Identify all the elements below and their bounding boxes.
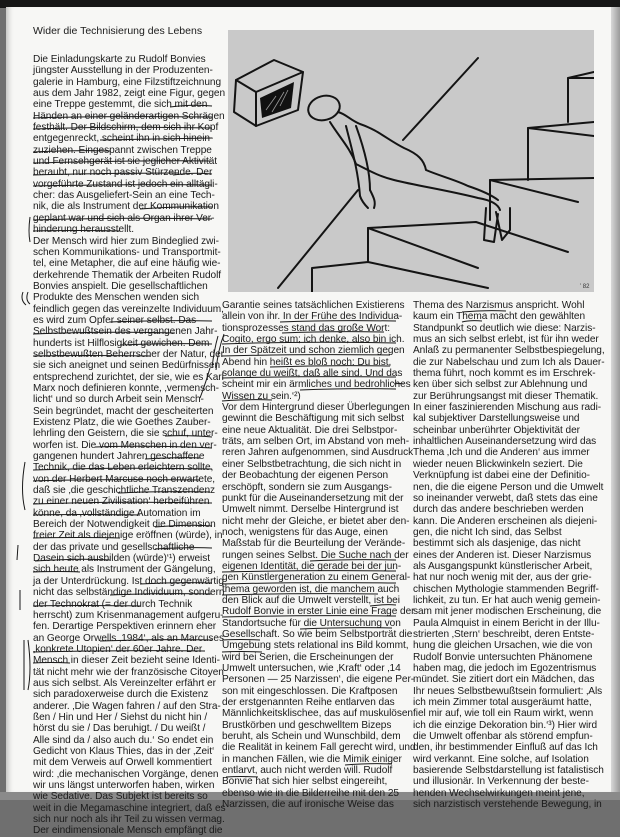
text-line: Marx noch definieren konnte, ‚vermensch-: [33, 382, 219, 394]
text-line: lehrling den Geistern, die sie schuf, unter-: [33, 428, 218, 440]
text-line: sich heute als Instrument der Gängelung,: [33, 564, 216, 576]
text-line: Wissen zu sein.‘²): [222, 390, 301, 402]
text-line: fiel mir auf, wie toll ein Raum wirkt, wenn: [413, 708, 594, 720]
text-line: Männlichkeitsklischee, das auf muskulösen: [222, 708, 413, 720]
text-line: jüngster Ausstellung in der Produzenten-: [33, 65, 213, 77]
text-line: an George Orwells ‚1984‘, als an Marcuses: [33, 632, 224, 644]
text-line: Umwelt untersuchen, wie ‚Kraft‘ oder ‚14: [222, 663, 401, 674]
text-line: es wird zum Opfer seiner selbst. Das: [33, 314, 197, 326]
text-line: thema geworden ist, die manchem auch: [222, 583, 400, 595]
text-line: einer Selbstbetrachtung, die sich nicht in: [222, 458, 402, 470]
text-column-3: [413, 300, 605, 811]
illustration-figure-stairs: [228, 30, 594, 292]
text-line: mündet. Sie zitiert dort ein Mädchen, das: [413, 674, 595, 686]
text-line: inhaltlichen Auseinandersetzung wird das: [413, 436, 597, 448]
text-line: scheint mir ein ärmliches und bedrohliches: [222, 379, 411, 391]
text-line: gewinnt die Beschäftigung mit sich selbst: [222, 413, 404, 425]
text-line: nicht das selbständige Individuum, sondern: [33, 587, 225, 599]
text-line: eine Treppe gestemmt, die sich mit den: [33, 99, 208, 111]
text-line: träts, am selben Ort, im Abstand von meh-: [222, 436, 410, 448]
text-line: ken über sich selbst zur Ablehnung und: [413, 379, 588, 391]
text-line: nicht mehr der Gleiche, er bietet aber den-: [222, 515, 410, 527]
text-line: tät nicht mehr wie der französische Citoyen: [33, 666, 224, 678]
text-line: tel, eine Metapher, die auf eine häufig wie-: [33, 258, 221, 270]
text-line: der erstgenannten Reihe entlarven das: [222, 697, 395, 709]
text-line: vorgeführte Zustand ist jedoch ein alltägli-: [33, 178, 218, 190]
text-line: mus an sich selbst erlebt, ist für ihn weder: [413, 334, 599, 346]
text-line: ßen / Hin und Her / Siehst du nicht hin /: [33, 711, 208, 723]
text-line: punkt für die Auseinandersetzung mit der: [222, 492, 404, 504]
text-line: noch, wenigstens für das Auge, einen: [222, 526, 388, 538]
text-line: henden Wechselwirkungen meint jene,: [413, 787, 585, 799]
text-line: rungen seines Selbst. Die Suche nach der: [222, 549, 409, 561]
text-line: sich nur noch als ihr Teil zu wissen vermag.: [33, 814, 225, 826]
text-line: Cogito, ergo sum; ich denke, also bin ich.: [222, 334, 405, 346]
text-line: solange du weißt, daß alle sind. Und das: [222, 368, 403, 380]
text-line: entlarvt, auch nicht werden will. Rudolf: [222, 765, 393, 777]
text-line: entsprechend zurichtet, der sie, wie es Karl: [33, 371, 224, 383]
text-line: derkehrende Thematik der Arbeiten Rudolf: [33, 269, 222, 281]
text-line: Rudolf Bonvie untersuchten Phänomene: [413, 651, 593, 663]
text-line: beraubt, nur noch passiv Stürzende. Der: [33, 167, 213, 179]
drawing-figure-tv-stairs: [228, 30, 594, 292]
text-line: Brustkörben und geschwelltem Bizeps: [222, 719, 392, 731]
text-line: die Realität in keinem Fall gerecht wird, und: [222, 742, 416, 754]
text-line: mit dem Verweis auf Orwell kommentiert: [33, 757, 212, 769]
text-line: hat nur noch wenig mit der, aus der grie-: [413, 572, 592, 584]
text-line: geplant war und sich als Organ ihrer Ver-: [33, 212, 215, 224]
text-line: Maßstab für die Beurteilung der Verände-: [222, 538, 406, 550]
text-line: son mit eingeschlossen. Die Kraftposen: [222, 685, 398, 697]
text-column-2: [222, 300, 416, 811]
text-line: wieder neuen Blickwinkeln seziert. Die: [413, 458, 583, 470]
text-line: Technik, die das Leben erleichtern sollte,: [33, 462, 214, 474]
text-line: aus sich selbst. Als Vereinzelter erfährt er: [33, 677, 216, 689]
text-line: der das private und gesellschaftliche: [33, 541, 195, 553]
text-line: zur Berührungsangst mit dieser Thematik.: [413, 390, 599, 402]
text-line: In einer faszinierenden Mischung aus radi-: [413, 402, 602, 414]
television-icon: [234, 60, 303, 126]
text-line: freier Zeit als diejenige eröffnen (würde), in: [33, 530, 223, 542]
text-line: Anlaß zu permanenter Selbstbespiegelung,: [413, 345, 605, 357]
text-line: tionsprozesses stand das große Wort:: [222, 322, 391, 334]
text-line: Vor dem Hintergrund dieser Überlegungen: [222, 402, 410, 414]
text-line: ja der Unterdrückung. Ist doch gegenwärtig: [33, 575, 224, 587]
text-line: reren Jahren aufgenommen, sind Ausdruck: [222, 447, 414, 459]
text-line: bestimmt sich als dasjenige, das nicht: [413, 538, 581, 550]
text-line: sam mit jener modischen Erscheinung, die: [413, 606, 602, 618]
running-head: Wider die Technisierung des Lebens: [33, 25, 203, 37]
text-line: von der Herbert Marcuse noch erwartete,: [33, 473, 216, 485]
text-line: fen. Derartige Perspektiven erinnern eher: [33, 621, 217, 633]
text-line: Bereich der Notwendigkeit die Dimension: [33, 519, 216, 531]
text-line: die Umwelt offenbar als störend empfun-: [413, 731, 593, 743]
text-line: ich mein Zimmer total ausgeräumt hatte,: [413, 697, 592, 709]
text-line: hörst du sie / Das beruhigt. / Du weißt /: [33, 723, 206, 735]
text-line: als Ausgangspunkt künstlerischer Arbeit,: [413, 560, 593, 572]
text-line: kaum ein Thema macht den gewählten: [413, 311, 586, 323]
text-line: Thema ‚Ich und die Anderen‘ aus immer: [413, 447, 590, 459]
text-line: den, ihr bestimmender Einfluß auf das Ich: [413, 742, 598, 754]
text-line: den Blick auf die Umwelt verstellt, ist bei: [222, 594, 400, 606]
text-line: Produkte des Menschen wenden sich: [33, 292, 200, 304]
text-line: der Beobachtung der eigenen Person: [222, 470, 389, 482]
text-line: Personen — 25 Narzissen‘, die eigene Per-: [222, 674, 415, 686]
text-line: Paula Almquist in einem Bericht in der Illu-: [413, 617, 600, 629]
text-line: könne, da ‚vollständige Automation im: [33, 507, 201, 519]
text-line: hunderts ist Hilflosigkeit gewichen. Dem: [33, 337, 210, 349]
text-line: Bonvies anspielt. Die gesellschaftlichen: [33, 280, 208, 292]
text-line: In der Spätzeit und schon ziemlich gegen: [222, 345, 405, 357]
text-line: strierten ‚Stern‘ beschreibt, deren Entste-: [413, 628, 595, 640]
text-line: so ineinander verwebt, daß stets das eine: [413, 492, 598, 504]
text-line: Thema des Narzismus anspricht. Wohl: [413, 300, 585, 311]
text-line: wie Sedative. Das Subjekt ist bereits so: [33, 791, 208, 803]
text-line: daß sie ‚die geschichtliche Transzendenz: [33, 485, 216, 497]
text-line: und Fernsehgerät ist sie jeglicher Aktivität: [33, 156, 218, 168]
text-line: festhält. Der Bildschirm, dem sich ihr Kopf: [33, 122, 219, 134]
text-line: galerie in Hamburg, eine Filzstiftzeichnung: [33, 76, 222, 88]
text-line: gen Künstlergeneration zu einem General-: [222, 572, 411, 584]
text-column-1: [33, 54, 226, 837]
text-line: kal subjektiver Darstellungsweise und: [413, 413, 580, 425]
text-line: nik, die als Instrument der Kommunikation: [33, 201, 219, 213]
text-line: Sein begründet, macht der gescheiterten: [33, 405, 214, 417]
text-line: beruht, als Schein und Wunschbild, dem: [222, 731, 401, 743]
text-line: Umgebung stets relational ins Bild kommt,: [222, 640, 409, 652]
text-line: haben mag, die jedoch im Egozentrismus: [413, 663, 597, 674]
text-line: scheinbar unberührter Objektivität der: [413, 424, 580, 436]
text-line: Standpunkt so deutlich wie diese: Narzis-: [413, 322, 596, 334]
text-line: Verknüpfung ist dabei eine der Definitio-: [413, 470, 590, 482]
text-line: lichkeit, zu tun. Er hat auch wenig gemein-: [413, 594, 601, 606]
text-line: schen Kommunikations- und Transportmit-: [33, 246, 221, 258]
text-line: sich paradoxerweise durch die Existenz: [33, 689, 209, 701]
scan-right-edge: [611, 7, 620, 792]
text-line: Abend hin heißt es bloß noch: Du bist,: [222, 356, 392, 368]
text-line: nen, die die eigene Person und die Umwelt: [413, 481, 604, 493]
text-line: worfen ist. Die vom Menschen in den ver-: [33, 439, 217, 451]
text-line: chischen Mythologie stammenden Begriff-: [413, 583, 599, 595]
text-line: wir uns längst unterworfen haben, wirken: [33, 780, 215, 791]
text-line: hung die gleichen Ursachen, wie die von: [413, 640, 593, 652]
text-line: zuziehen. Eingespannt zwischen Treppe: [33, 144, 212, 156]
text-line: Der eindimensionale Mensch empfängt die: [33, 825, 223, 837]
text-line: Umwelt nimmt. Derselbe Hintergrund ist: [222, 504, 399, 516]
text-line: wird: ‚die mechanischen Vorgänge, denen: [33, 768, 219, 780]
text-line: aus dem Jahr 1982, zeigt eine Figur, gegen: [33, 88, 226, 100]
text-line: ebenso wie in die Bilderreihe mit den 25: [222, 787, 399, 799]
text-line: der Technokrat (= der durch Technik: [33, 598, 193, 610]
text-line: wird bei Serien, die Erscheinungen der: [222, 651, 394, 663]
text-line: Ihr neues Selbstbewußtsein formuliert: ‚Als: [413, 685, 603, 697]
text-line: anderer. ‚Die Wagen fahren / auf den Stra-: [33, 700, 221, 712]
text-line: hinderung herausstellt.: [33, 224, 134, 236]
text-line: eine neue Aktualität. Die drei Selbstpor-: [222, 424, 398, 436]
text-line: die zur Nabelschau und zum Ich als Dauer-: [413, 356, 605, 368]
text-line: eines der Anderen ist. Dieser Narzismus: [413, 549, 592, 561]
text-line: selbstbewußten Beherrscher der Natur, der: [33, 348, 224, 360]
text-line: Standortsuche für die Untersuchung von: [222, 617, 401, 629]
text-line: Mensch in dieser Zeit bezieht seine Identi-: [33, 655, 220, 667]
text-line: ‚konkrete Utopien‘ der 60er Jahre. Der: [33, 643, 203, 655]
text-line: Gedicht von Klaus Thies, das in der ‚Zeit‘: [33, 745, 215, 757]
text-line: und illusionär. In Verkennung der beste-: [413, 776, 589, 788]
text-line: eigenen Identität, die gerade bei der jun-: [222, 560, 402, 572]
text-line: erschöpft, sondern sie zum Ausgangs-: [222, 481, 392, 493]
text-line: Selbstbewußtsein des vergangenen Jahr-: [33, 326, 218, 338]
text-line: wird verkannt. Eine solche, auf Isolation: [413, 753, 589, 765]
text-line: zu einer neuen Zivilisation‘ herbeiführen: [33, 496, 210, 508]
text-line: cher: das Ausgeliefert-Sein an eine Tech-: [33, 190, 215, 202]
text-line: sich narzistisch verstehende Bewegung, in: [413, 799, 602, 811]
text-line: Händen an einer geländerartigen Schrägen: [33, 110, 225, 122]
text-line: licht‘ und so durch Arbeit sein Mensch-: [33, 394, 204, 406]
stairs-drawing: [312, 72, 594, 292]
text-line: weit in die Megamaschine integriert, daß es: [33, 802, 226, 814]
artist-signature: ’ 82: [580, 284, 590, 290]
text-line: Narzissen, die auf ironische Weise das: [222, 799, 394, 811]
text-line: in manchen Fällen, wie die Mimik einiger: [222, 753, 402, 765]
text-line: kann. Die Anderen erscheinen als diejeni-: [413, 515, 598, 527]
text-line: sie sich aneignet und seinen Bedürfnissen: [33, 360, 221, 372]
text-line: Rudolf Bonvie in erster Linie eine Frage der: [222, 606, 415, 618]
text-line: Der Mensch wird hier zum Bindeglied zwi-: [33, 235, 219, 247]
text-line: Gesellschaft. So wie beim Selbstporträt die: [222, 628, 413, 640]
text-line: herrscht) zum Krisenmanagement aufgeru-: [33, 609, 224, 621]
text-line: entgegenreckt, scheint ihn in sich hinein-: [33, 133, 214, 145]
text-line: allein von ihr. In der Frühe des Individua-: [222, 311, 403, 323]
text-line: Existenz Platz, die wie Goethes Zauber-: [33, 417, 211, 428]
text-line: gangenen hundert Jahren geschaffene: [33, 451, 205, 463]
text-line: Die Einladungskarte zu Rudolf Bonvies: [33, 54, 206, 65]
text-line: Alle sind da / also auch du.‘ So endet ein: [33, 734, 214, 746]
text-line: ich die einzige Dekoration bin.‘³) Hier wird: [413, 719, 598, 731]
text-line: basierende Selbstdarstellung ist fatalistisch: [413, 765, 604, 777]
text-line: thema führt, noch kommt es im Erschrek-: [413, 368, 596, 380]
text-line: Garantie seines tatsächlichen Existierens: [222, 300, 405, 311]
text-line: Bonvie hat sich hier selbst eingereiht,: [222, 776, 388, 788]
text-line: gen, die nicht Ich sind, das Selbst: [413, 526, 562, 538]
text-line: durch das andere beschrieben werden: [413, 504, 584, 516]
text-line: Dasein sich ausbilden (würde)‘¹) erweist: [33, 553, 210, 565]
text-line: feindlich gegen das vereinzelte Individuum,: [33, 303, 224, 315]
